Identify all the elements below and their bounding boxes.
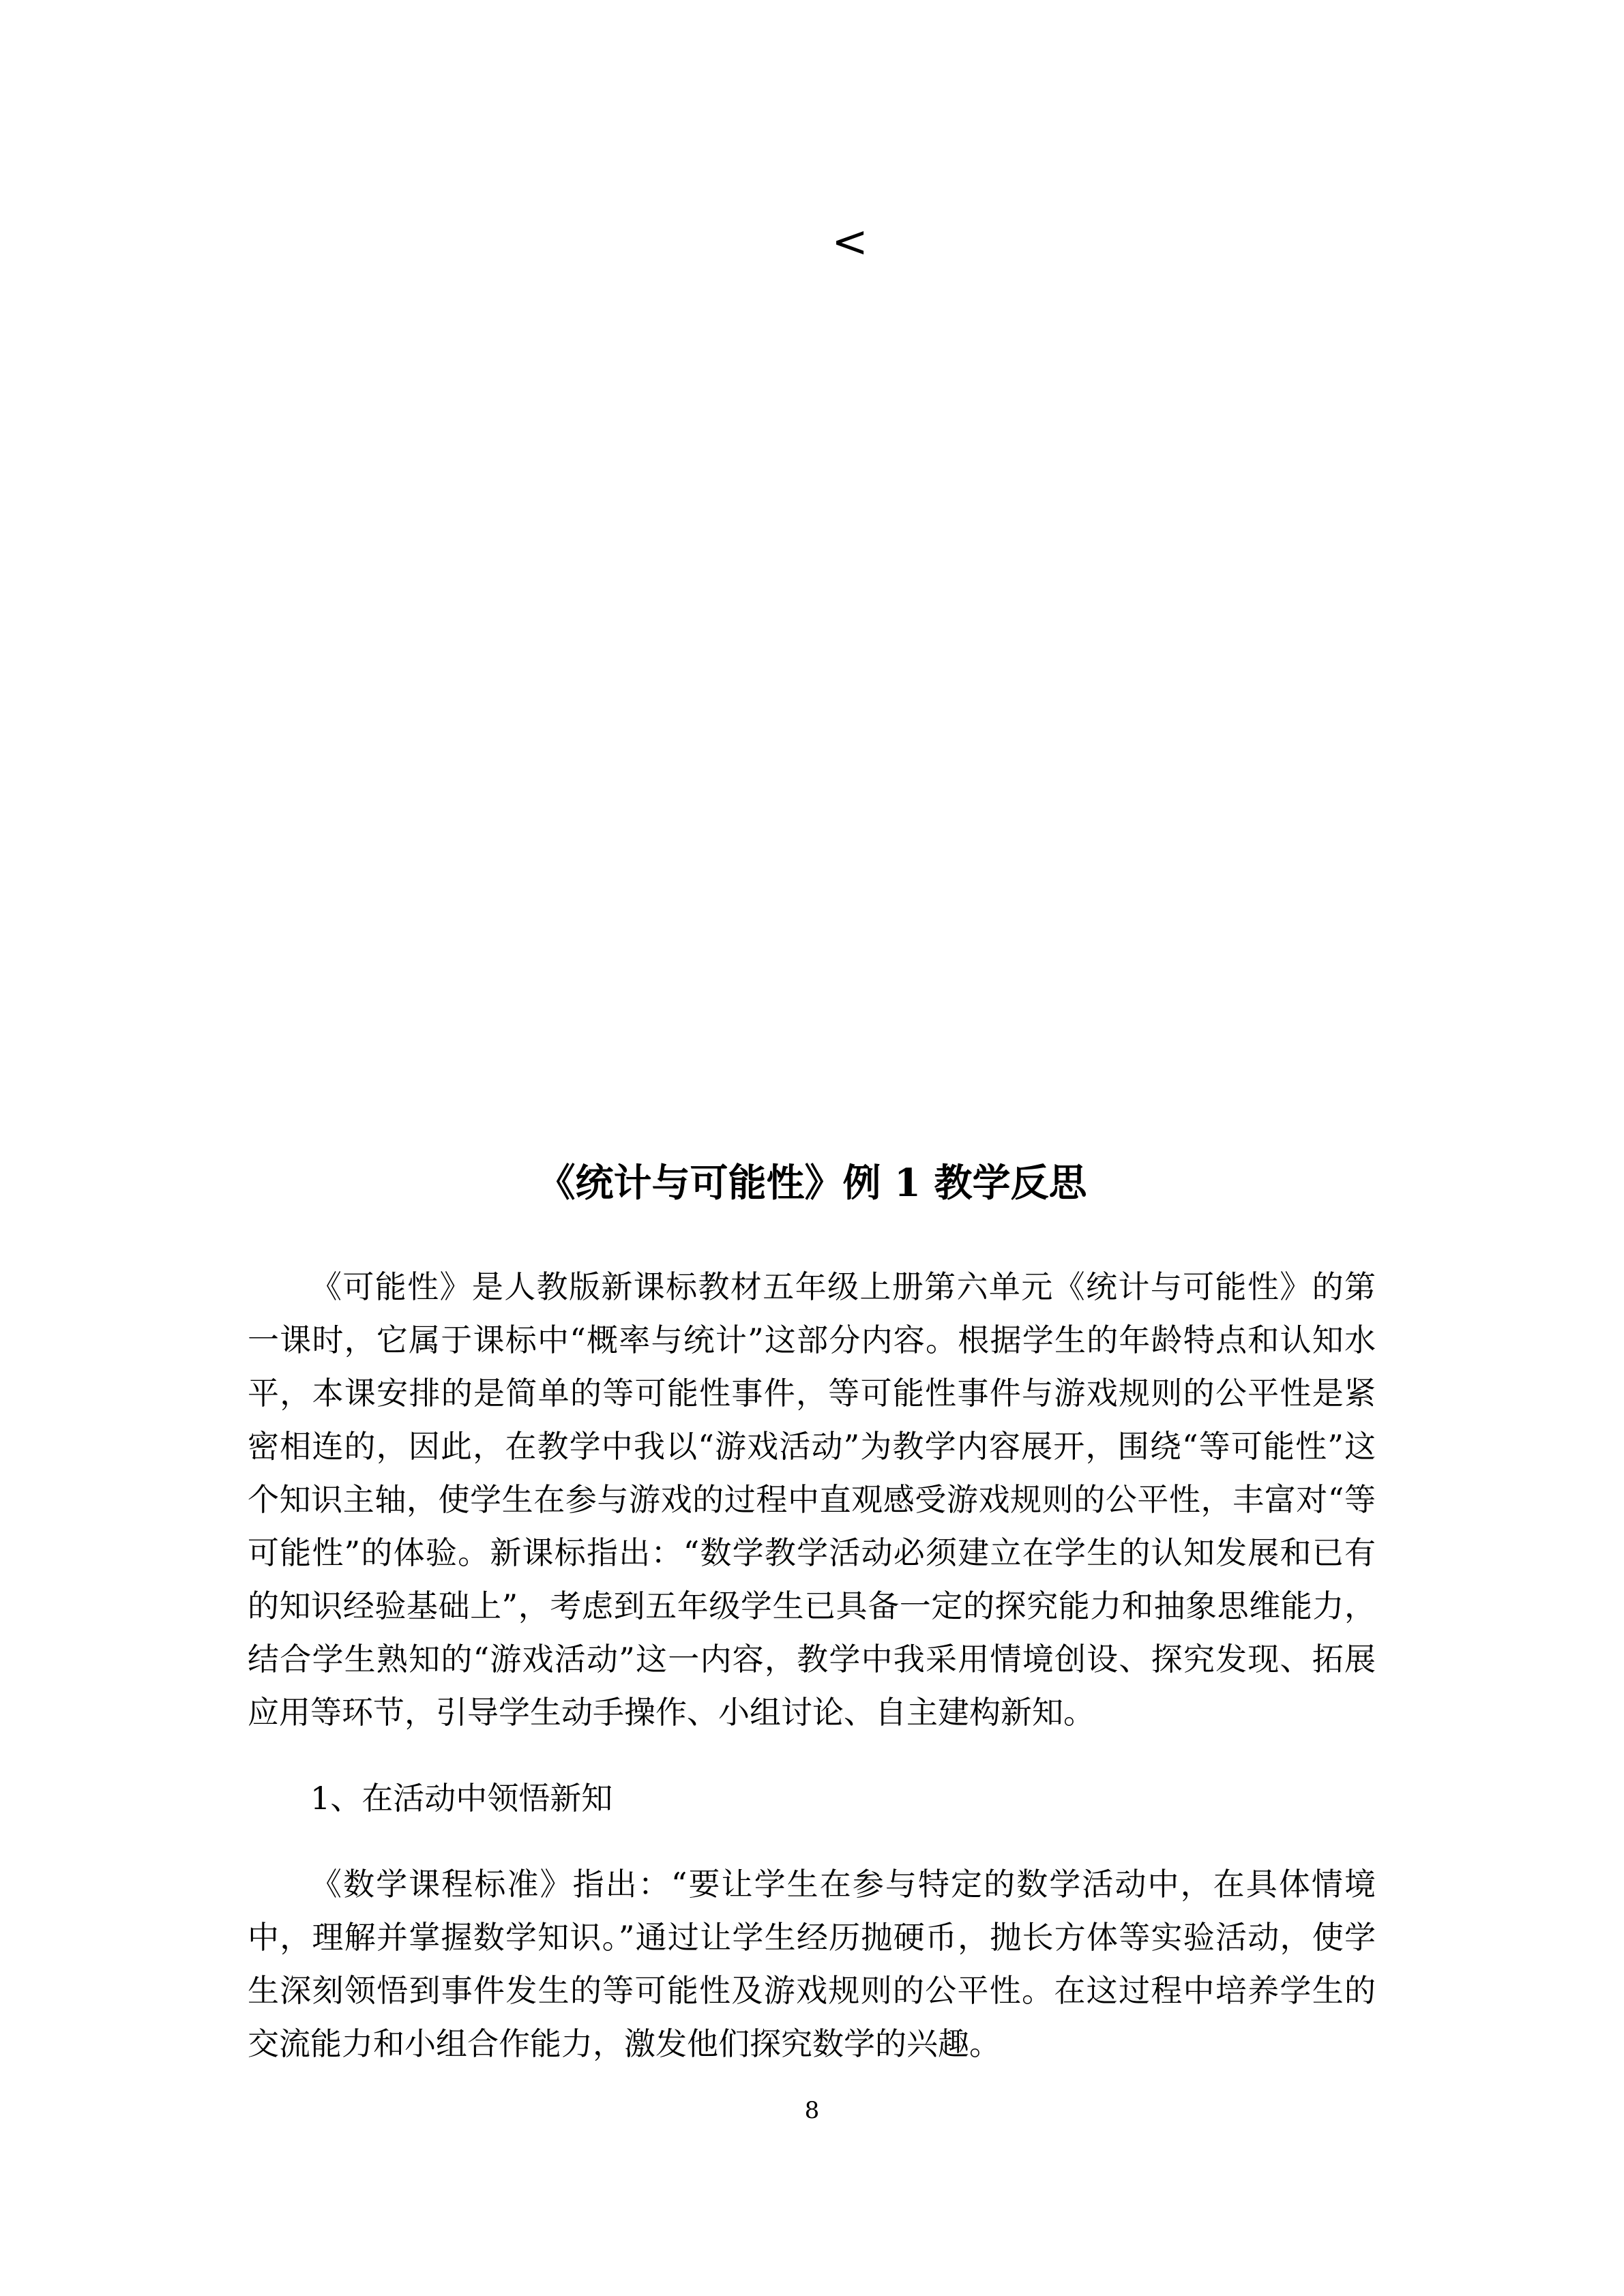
document-title: 《统计与可能性》例 1 教学反思 (537, 1161, 1087, 1206)
section-paragraph: 《数学课程标准》指出：“要让学生在参与特定的数学活动中，在具体情境中，理解并掌握数学知识。”通过让学生经历抛硬币，抛长方体等实验活动，使学生深刻领悟到事件发生的等可能性及游戏规则的公平性。在这过程中培养学生的交流能力和小组合作能力，激发他们探究数学的兴趣。 (248, 1866, 1376, 2062)
section-heading: 1、在活动中领悟新知 (310, 1780, 613, 1817)
intro-paragraph: 《可能性》是人教版新课标教材五年级上册第六单元《统计与可能性》的第一课时，它属于课标中“概率与统计”这部分内容。根据学生的年龄特点和认知水平，本课安排的是简单的等可能性事件，等可能性事件与游戏规则的公平性是紧密相连的，因此，在教学中我以“游戏活动”为教学内容展开，围绕“等可能性”这个知识主轴，使学生在参与游戏的过程中直观感受游戏规则的公平性，丰富对“等可能性”的体验。新课标指出：“数学教学活动必须建立在学生的认知发展和已有的知识经验基础上”，考虑到五年级学生已具备一定的探究能力和抽象思维能力，结合学生熟知的“游戏活动”这一内容，教学中我采用情境创设、探究发现、拓展应用等环节，引导学生动手操作、小组讨论、自主建构新知。 (248, 1268, 1376, 1731)
page-number: 8 (804, 2097, 820, 2124)
document-body (248, 1260, 1376, 2070)
top-mark: < (831, 217, 868, 267)
